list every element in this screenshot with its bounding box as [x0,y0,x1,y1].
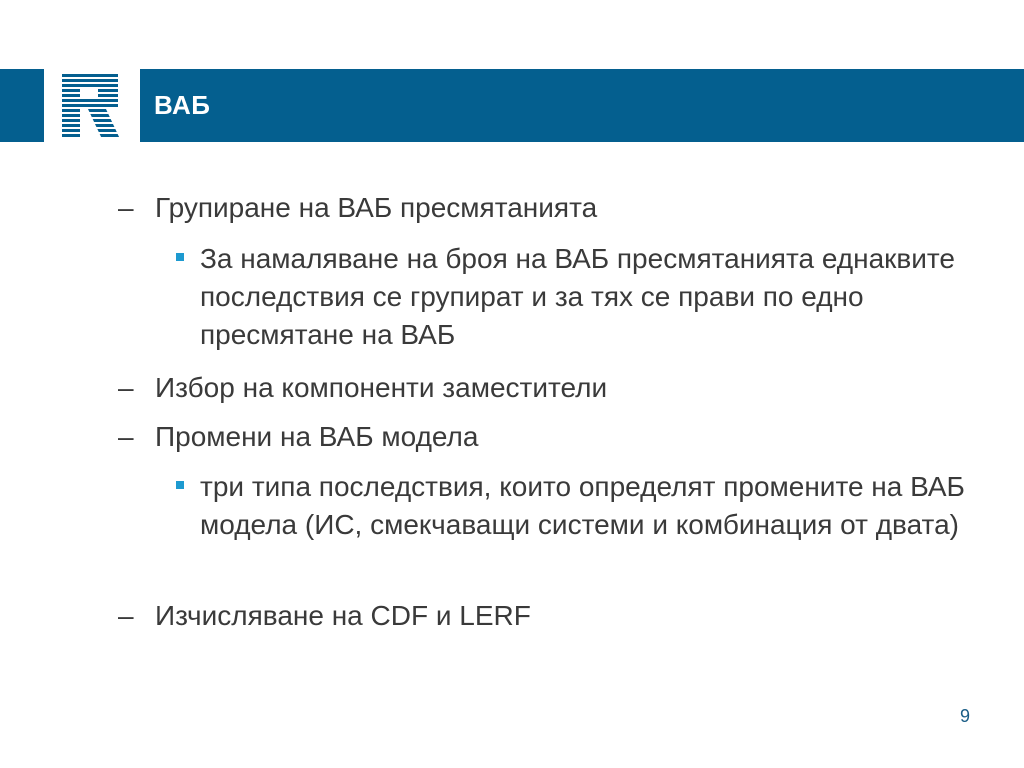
list-item-text: Групиране на ВАБ пресмятанията [155,192,598,223]
page-number: 9 [959,706,970,726]
square-bullet-icon [176,253,184,261]
list-item-text: Изчисляване на CDF и LERF [155,600,531,631]
list-item-text: Промени на ВАБ модела [155,421,479,452]
list-item-text: За намаляване на броя на ВАБ пресмятанията еднаквите последствия се групират и за тях се прави по едно пресмятане на ВАБ [200,243,956,350]
list-item-text: три типа последствия, които определят промените на ВАБ модела (ИС, смекчаващи системи и комбинация от двата) [200,471,965,540]
list-item-text: Избор на компоненти заместители [155,372,608,403]
dash-marker: – [118,372,134,403]
square-bullet-icon [176,481,184,489]
slide-title: ВАБ [154,90,211,120]
dash-marker: – [118,600,134,631]
dash-marker: – [118,192,134,223]
dash-marker: – [118,421,134,452]
